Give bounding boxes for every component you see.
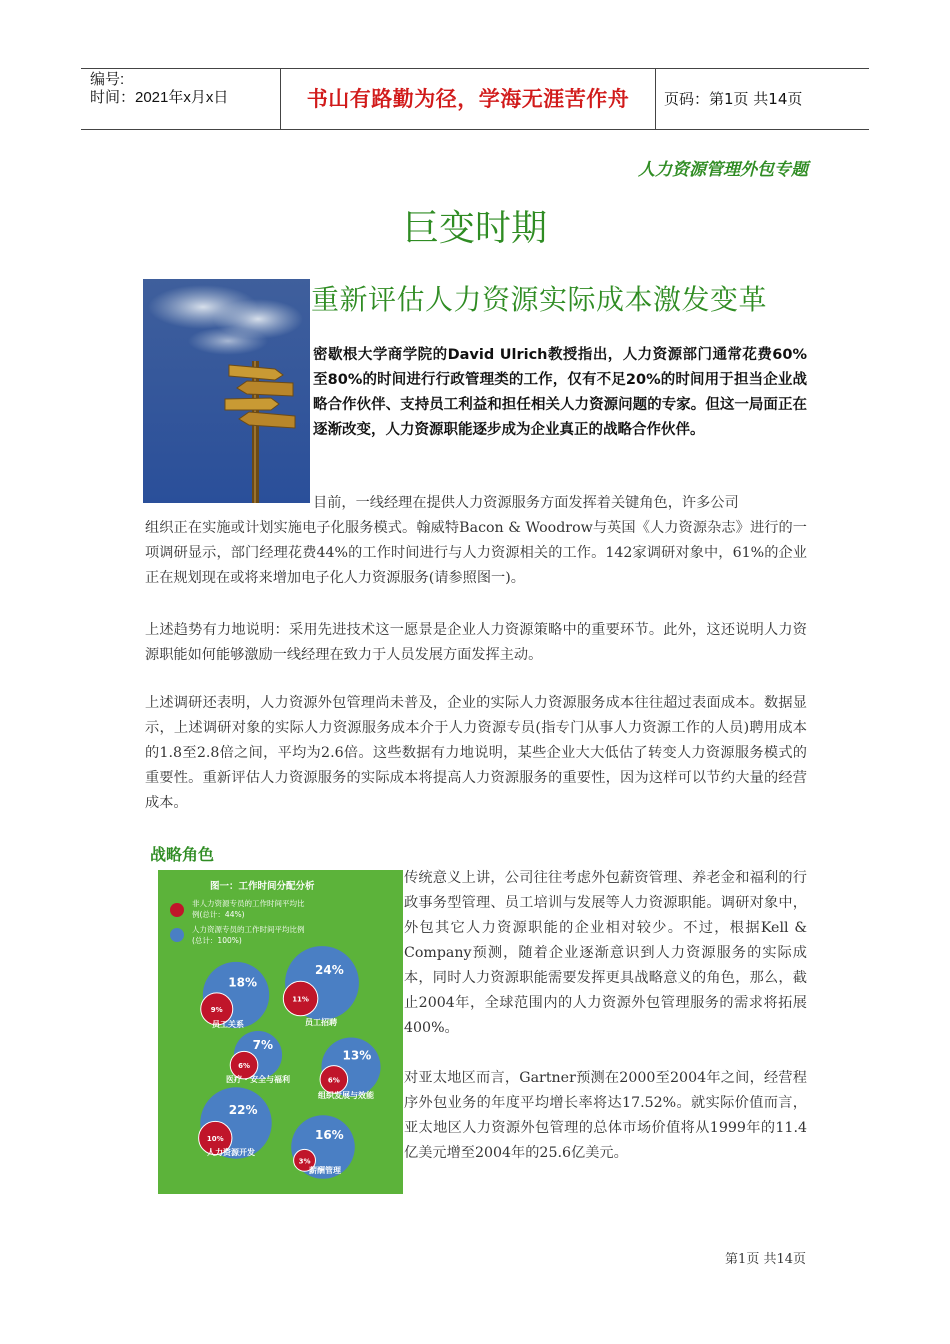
bubble-non-hr-value: 6% <box>327 1076 340 1085</box>
bubble-non-hr-value: 3% <box>298 1157 311 1166</box>
bubble-hr-value: 16% <box>314 1128 344 1143</box>
signpost-image <box>143 279 310 503</box>
section-heading: 战略角色 <box>150 845 215 864</box>
header-motto: 书山有路勤为径，学海无涯苦作舟 <box>306 87 630 111</box>
bubble-hr-value: 18% <box>228 975 258 990</box>
legend-non-hr-line1: 非人力资源专员的工作时间平均比 <box>192 899 305 908</box>
paragraph-3: 上述调研还表明，人力资源外包管理尚未普及，企业的实际人力资源服务成本往往超过表面成本。数据显示，上述调研对象的实际人力资源服务成本介于人力资源专员(指专门从事人力资源工作的人员)聘用成本的1.8至2.8倍之间，平均为2.6倍。这些数据有力地说明，某些企业大大低估了转变人力资源服务模式的重要性。重新评估人力资源服务的实际成本将提高人力资源服务的重要性，因为这样可以节约大量的经营成本。 <box>145 695 807 811</box>
topic-label: 人力资源管理外包专题 <box>638 160 808 180</box>
bubble-category-label: 员工招聘 <box>305 1018 337 1027</box>
header-table <box>81 68 869 130</box>
legend-swatch-non-hr <box>170 903 184 917</box>
document-time-label: 时间：2021年x月x日 <box>90 89 229 106</box>
bubble-hr-value: 7% <box>252 1037 274 1052</box>
bubble-category-label: 人力资源开发 <box>207 1148 255 1157</box>
work-time-figure <box>158 870 403 1194</box>
bubble-category-label: 员工关系 <box>212 1020 244 1029</box>
bubble-non-hr-value: 6% <box>238 1062 250 1071</box>
figure-title: 图一：工作时间分配分析 <box>210 881 315 892</box>
header-divider <box>655 69 656 129</box>
bubble-hr-value: 24% <box>315 962 344 977</box>
bubble-hr-value: 13% <box>342 1048 372 1063</box>
paragraph-5: 对亚太地区而言，Gartner预测在2000至2004年之间，经营程序外包业务的年度平均增长率将达17.52%。就实际价值而言，亚太地区人力资源外包管理的总体市场价值将从1999年的11.4亿美元增至2004年的25.6亿美元。 <box>404 1070 807 1161</box>
bubble-non-hr-value: 11% <box>292 995 309 1004</box>
legend-non-hr-line2: 例(总计：44%) <box>192 910 245 919</box>
bubble-non-hr-value: 10% <box>206 1135 224 1144</box>
bubble-category-label: 医疗・安全与福利 <box>226 1075 290 1084</box>
article-subtitle: 重新评估人力资源实际成本激发变革 <box>311 283 768 316</box>
bubble-non-hr-value: 9% <box>210 1005 223 1014</box>
paragraph-1-first-line: 目前，一线经理在提供人力资源服务方面发挥着关键角色，许多公司 <box>313 495 739 511</box>
document-number-label: 编号: <box>90 71 125 88</box>
bubble-hr-value: 22% <box>228 1103 258 1118</box>
paragraph-1: 组织正在实施或计划实施电子化服务模式。翰威特Bacon & Woodrow与英国《人力资源杂志》进行的一项调研显示，部门经理花费44%的工作时间进行与人力资源相关的工作。142家调研对象中，61%的企业正在规划现在或将来增加电子化人力资源服务(请参照图一)。 <box>145 520 807 586</box>
legend-hr-line2: (总计：100%) <box>192 936 242 945</box>
bubble-category-label: 组织发展与效能 <box>318 1091 374 1100</box>
page-title: 巨变时期 <box>402 208 547 249</box>
paragraph-2: 上述趋势有力地说明：采用先进技术这一愿景是企业人力资源策略中的重要环节。此外，这还说明人力资源职能如何能够激励一线经理在致力于人员发展方面发挥主动。 <box>145 622 807 663</box>
header-meta <box>90 71 228 107</box>
paragraph-4: 传统意义上讲，公司往往考虑外包薪资管理、养老金和福利的行政事务型管理、员工培训与发展等人力资源职能。调研对象中，外包其它人力资源职能的企业相对较少。不过，根据Kell & Company预测，随着企业逐渐意识到人力资源服务的实际成本，同时人力资源职能需要发挥更具战略意义的角色，那么，截止2004年，全球范围内的人力资源外包管理服务的需求将拓展400%。 <box>404 870 807 1036</box>
figure-graphic <box>158 870 403 1194</box>
lead-paragraph: 密歇根大学商学院的David Ulrich教授指出，人力资源部门通常花费60%至80%的时间进行行政管理类的工作，仅有不足20%的时间用于担当企业战略合作伙伴、支持员工利益和担任相关人力资源问题的专家。但这一局面正在逐渐改变，人力资源职能逐步成为企业真正的战略合作伙伴。 <box>313 347 807 438</box>
bubble-category-label: 薪酬管理 <box>309 1166 341 1175</box>
legend-hr-line1: 人力资源专员的工作时间平均比例 <box>192 925 305 934</box>
header-page-number: 页码：第1页 共14页 <box>664 90 803 108</box>
legend-swatch-hr <box>170 928 184 942</box>
page-footer: 第1页 共14页 <box>725 1252 806 1267</box>
